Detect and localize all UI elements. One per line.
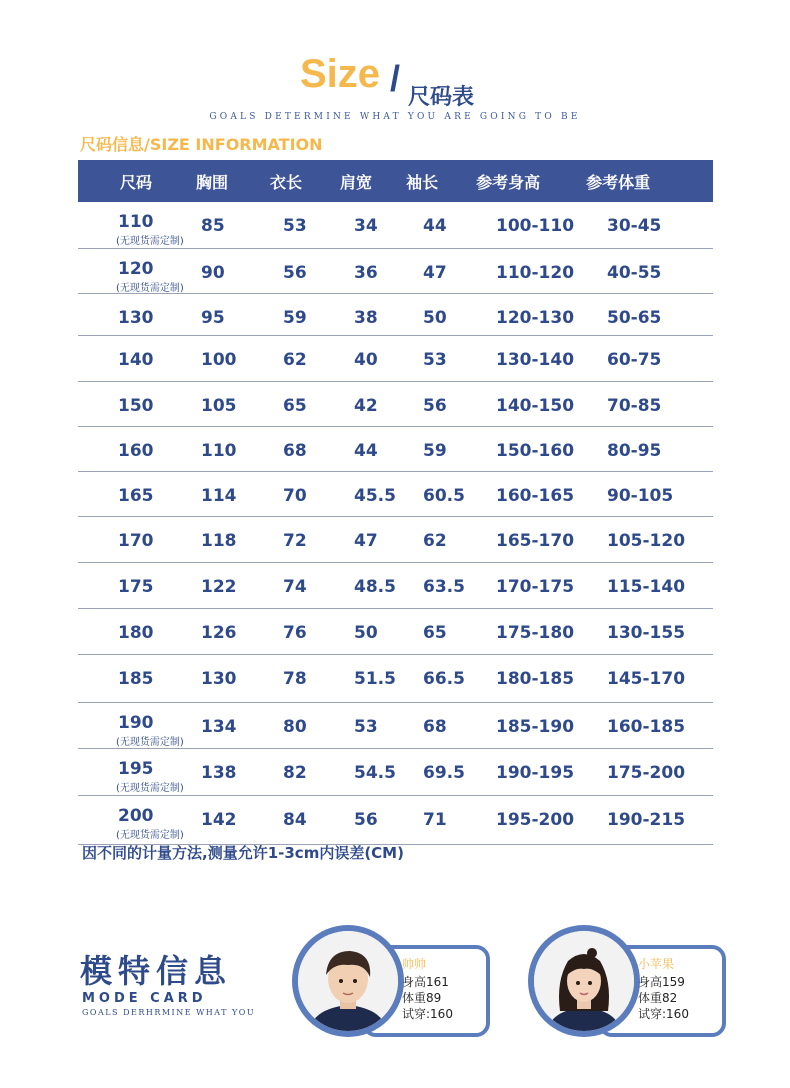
table-cell: 70-85 bbox=[607, 396, 662, 416]
table-cell: 110 bbox=[118, 212, 154, 232]
table-cell: 170-175 bbox=[496, 577, 575, 597]
table-body bbox=[78, 202, 713, 845]
table-cell: 69.5 bbox=[423, 763, 465, 783]
table-row bbox=[78, 427, 713, 472]
table-cell: 53 bbox=[354, 717, 378, 737]
table-cell: 47 bbox=[423, 263, 447, 283]
table-cell: 190-215 bbox=[607, 810, 686, 830]
table-row bbox=[78, 472, 713, 517]
table-cell: 195-200 bbox=[496, 810, 575, 830]
header-ref-weight: 参考体重 bbox=[586, 172, 651, 192]
boy-avatar-icon bbox=[298, 931, 398, 1031]
table-cell: 126 bbox=[201, 623, 237, 643]
table-cell: 60-75 bbox=[607, 350, 662, 370]
model-name: 小苹果 bbox=[638, 957, 675, 971]
table-cell: 60.5 bbox=[423, 486, 465, 506]
custom-order-note: (无现货需定制) bbox=[116, 783, 184, 794]
table-cell: 120-130 bbox=[496, 308, 575, 328]
model-name: 帅帅 bbox=[402, 957, 427, 971]
table-cell: 170 bbox=[118, 531, 154, 551]
model-card-girl bbox=[528, 925, 723, 1045]
table-cell: 59 bbox=[283, 308, 307, 328]
table-cell: 40-55 bbox=[607, 263, 662, 283]
table-cell: 50 bbox=[354, 623, 378, 643]
table-cell: 42 bbox=[354, 396, 378, 416]
table-cell: 118 bbox=[201, 531, 237, 551]
table-cell: 160 bbox=[118, 441, 154, 461]
table-cell: 165 bbox=[118, 486, 154, 506]
table-cell: 100-110 bbox=[496, 216, 575, 236]
table-cell: 80 bbox=[283, 717, 307, 737]
table-row bbox=[78, 249, 713, 294]
table-cell: 140-150 bbox=[496, 396, 575, 416]
table-cell: 105-120 bbox=[607, 531, 686, 551]
table-row bbox=[78, 294, 713, 336]
table-cell: 138 bbox=[201, 763, 237, 783]
table-cell: 110-120 bbox=[496, 263, 575, 283]
model-height: 身高159 bbox=[638, 975, 685, 989]
table-row bbox=[78, 749, 713, 796]
table-cell: 165-170 bbox=[496, 531, 575, 551]
custom-order-note: (无现货需定制) bbox=[116, 830, 184, 841]
custom-order-note: (无现货需定制) bbox=[116, 737, 184, 748]
model-try-size: 试穿:160 bbox=[638, 1007, 689, 1021]
table-cell: 160-165 bbox=[496, 486, 575, 506]
model-weight: 体重89 bbox=[402, 991, 442, 1005]
table-cell: 65 bbox=[423, 623, 447, 643]
avatar bbox=[534, 931, 634, 1031]
model-card-boy bbox=[292, 925, 487, 1045]
table-cell: 30-45 bbox=[607, 216, 662, 236]
table-row bbox=[78, 655, 713, 703]
table-row bbox=[78, 703, 713, 749]
size-chart-title: 尺码表 bbox=[408, 85, 475, 110]
table-cell: 105 bbox=[201, 396, 237, 416]
table-cell: 180-185 bbox=[496, 669, 575, 689]
table-cell: 140 bbox=[118, 350, 154, 370]
table-cell: 48.5 bbox=[354, 577, 396, 597]
table-cell: 63.5 bbox=[423, 577, 465, 597]
header-tagline: GOALS DETERMINE WHAT YOU ARE GOING TO BE bbox=[209, 112, 581, 122]
table-row bbox=[78, 336, 713, 382]
table-cell: 82 bbox=[283, 763, 307, 783]
table-cell: 34 bbox=[354, 216, 378, 236]
header-shoulder: 肩宽 bbox=[340, 172, 373, 192]
table-cell: 53 bbox=[283, 216, 307, 236]
table-cell: 150-160 bbox=[496, 441, 575, 461]
model-try-size: 试穿:160 bbox=[402, 1007, 453, 1021]
table-cell: 68 bbox=[423, 717, 447, 737]
mode-card-tagline: GOALS DERHRMINE WHAT YOU bbox=[82, 1008, 256, 1017]
table-cell: 72 bbox=[283, 531, 307, 551]
mode-card-title: 模特信息 bbox=[80, 952, 233, 990]
table-cell: 160-185 bbox=[607, 717, 686, 737]
table-cell: 200 bbox=[118, 806, 154, 826]
table-cell: 44 bbox=[354, 441, 378, 461]
table-cell: 110 bbox=[201, 441, 237, 461]
table-cell: 145-170 bbox=[607, 669, 686, 689]
table-cell: 130-140 bbox=[496, 350, 575, 370]
size-title: Size bbox=[300, 52, 381, 96]
girl-avatar-icon bbox=[534, 931, 634, 1031]
table-cell: 175-180 bbox=[496, 623, 575, 643]
table-cell: 80-95 bbox=[607, 441, 662, 461]
page-header bbox=[0, 52, 790, 132]
table-cell: 175 bbox=[118, 577, 154, 597]
table-cell: 65 bbox=[283, 396, 307, 416]
table-cell: 130 bbox=[118, 308, 154, 328]
mode-card-subtitle: MODE CARD bbox=[82, 991, 207, 1006]
header-chest: 胸围 bbox=[196, 172, 229, 192]
table-cell: 195 bbox=[118, 759, 154, 779]
table-cell: 122 bbox=[201, 577, 237, 597]
custom-order-note: (无现货需定制) bbox=[116, 283, 184, 294]
avatar-frame bbox=[292, 925, 404, 1037]
header-size: 尺码 bbox=[120, 172, 153, 192]
table-header bbox=[78, 160, 713, 202]
table-cell: 36 bbox=[354, 263, 378, 283]
table-row bbox=[78, 382, 713, 427]
table-cell: 68 bbox=[283, 441, 307, 461]
table-cell: 190 bbox=[118, 713, 154, 733]
table-cell: 62 bbox=[423, 531, 447, 551]
model-height: 身高161 bbox=[402, 975, 449, 989]
table-cell: 45.5 bbox=[354, 486, 396, 506]
table-cell: 180 bbox=[118, 623, 154, 643]
table-row bbox=[78, 563, 713, 609]
header-sleeve: 袖长 bbox=[406, 172, 439, 192]
table-cell: 100 bbox=[201, 350, 237, 370]
table-cell: 85 bbox=[201, 216, 225, 236]
size-table bbox=[78, 160, 713, 845]
section-title: 尺码信息/SIZE INFORMATION bbox=[80, 135, 323, 154]
avatar bbox=[298, 931, 398, 1031]
table-cell: 53 bbox=[423, 350, 447, 370]
table-cell: 90-105 bbox=[607, 486, 674, 506]
table-cell: 78 bbox=[283, 669, 307, 689]
table-cell: 190-195 bbox=[496, 763, 575, 783]
table-cell: 59 bbox=[423, 441, 447, 461]
table-cell: 175-200 bbox=[607, 763, 686, 783]
table-cell: 38 bbox=[354, 308, 378, 328]
table-cell: 120 bbox=[118, 259, 154, 279]
table-cell: 50-65 bbox=[607, 308, 662, 328]
table-cell: 50 bbox=[423, 308, 447, 328]
table-cell: 130-155 bbox=[607, 623, 686, 643]
table-cell: 74 bbox=[283, 577, 307, 597]
model-weight: 体重82 bbox=[638, 991, 678, 1005]
table-cell: 56 bbox=[354, 810, 378, 830]
table-cell: 142 bbox=[201, 810, 237, 830]
table-cell: 71 bbox=[423, 810, 447, 830]
custom-order-note: (无现货需定制) bbox=[116, 236, 184, 247]
table-row bbox=[78, 609, 713, 655]
title-slash: / bbox=[390, 58, 401, 99]
table-row bbox=[78, 517, 713, 563]
table-cell: 44 bbox=[423, 216, 447, 236]
table-cell: 90 bbox=[201, 263, 225, 283]
table-cell: 76 bbox=[283, 623, 307, 643]
table-cell: 62 bbox=[283, 350, 307, 370]
header-ref-height: 参考身高 bbox=[476, 172, 541, 192]
table-cell: 114 bbox=[201, 486, 237, 506]
table-cell: 130 bbox=[201, 669, 237, 689]
table-cell: 84 bbox=[283, 810, 307, 830]
avatar-frame bbox=[528, 925, 640, 1037]
table-cell: 134 bbox=[201, 717, 237, 737]
header-length: 衣长 bbox=[270, 172, 303, 192]
table-cell: 40 bbox=[354, 350, 378, 370]
table-cell: 115-140 bbox=[607, 577, 686, 597]
table-cell: 66.5 bbox=[423, 669, 465, 689]
table-cell: 54.5 bbox=[354, 763, 396, 783]
table-cell: 56 bbox=[423, 396, 447, 416]
table-row bbox=[78, 796, 713, 845]
measurement-note: 因不同的计量方法,测量允许1-3cm内误差(CM) bbox=[82, 844, 404, 862]
table-cell: 150 bbox=[118, 396, 154, 416]
table-cell: 47 bbox=[354, 531, 378, 551]
table-cell: 185-190 bbox=[496, 717, 575, 737]
table-cell: 56 bbox=[283, 263, 307, 283]
table-cell: 51.5 bbox=[354, 669, 396, 689]
table-cell: 70 bbox=[283, 486, 307, 506]
table-cell: 185 bbox=[118, 669, 154, 689]
table-cell: 95 bbox=[201, 308, 225, 328]
table-row bbox=[78, 202, 713, 249]
